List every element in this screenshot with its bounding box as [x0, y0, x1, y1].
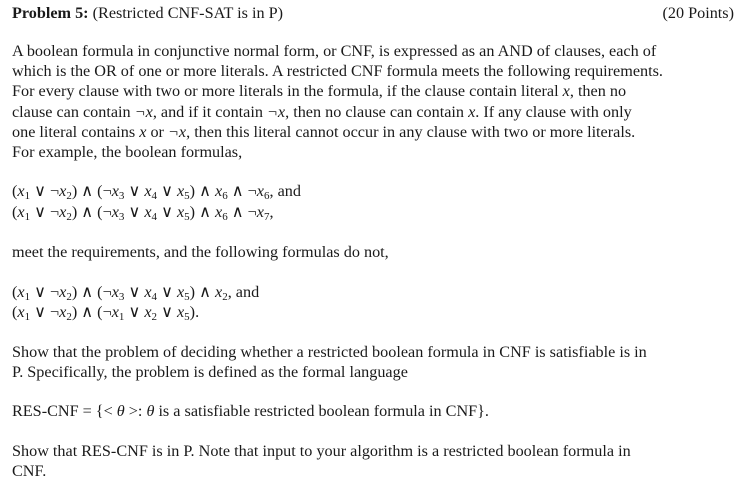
intro-paragraph [12, 41, 736, 162]
example-formula-bad-2: ($x_1$ ∨ $\neg x_2$) ∧ ($\neg x_1$ ∨ $x_2$ ∨ $x_5$). [12, 303, 200, 323]
intro-line-2: which is the OR of one or more literals. A restricted CNF formula meets the following requirements. [12, 62, 663, 81]
intro-line-6: For example, the boolean formulas, [12, 143, 243, 162]
show-paragraph-2 [12, 441, 736, 481]
intro-line-5: one literal contains x or ¬x, then this literal cannot occur in any clause with two or more literals. [12, 122, 636, 141]
problem-label: Problem 5: [12, 4, 89, 22]
show-paragraph-1 [12, 342, 736, 382]
show1-line-1: Show that the problem of deciding whether a restricted boolean formula in CNF is satisfiable is in [12, 343, 647, 361]
example-formula-good-2: ($x_1$ ∨ $\neg x_2$) ∧ ($\neg x_3$ ∨ $x_4$ ∨ $x_5$) ∧ $x_6$ ∧ $\neg x_7$, [12, 203, 274, 223]
problem-header [12, 3, 734, 23]
show2-line-1: Show that RES-CNF is in P. Note that input to your algorithm is a restricted boolean formula in [12, 442, 631, 460]
intro-line-3: For every clause with two or more literals in the formula, if the clause contain literal x, then no [12, 82, 627, 101]
middle-sentence: meet the requirements, and the following formulas do not, [12, 243, 389, 261]
problem-title: (Restricted CNF-SAT is in P) [92, 4, 283, 22]
show2-line-2: CNF. [12, 462, 47, 481]
example-formula-good-1: ($x_1$ ∨ $\neg x_2$) ∧ ($\neg x_3$ ∨ $x_4$ ∨ $x_5$) ∧ $x_6$ ∧ $\neg x_6$, and [12, 182, 301, 202]
problem-points: (20 Points) [662, 4, 734, 22]
show1-line-2: P. Specifically, the problem is defined as the formal language [12, 363, 408, 382]
intro-line-4: clause can contain ¬x, and if it contain ¬x, then no clause can contain x. If any clause with only [12, 102, 632, 121]
intro-line-1: A boolean formula in conjunctive normal form, or CNF, is expressed as an AND of clauses, each of [12, 42, 657, 60]
example-formula-bad-1: ($x_1$ ∨ $\neg x_2$) ∧ ($\neg x_3$ ∨ $x_4$ ∨ $x_5$) ∧ $x_2$, and [12, 283, 260, 303]
language-definition: RES-CNF = {< θ >: θ is a satisfiable restricted boolean formula in CNF}. [12, 402, 489, 420]
